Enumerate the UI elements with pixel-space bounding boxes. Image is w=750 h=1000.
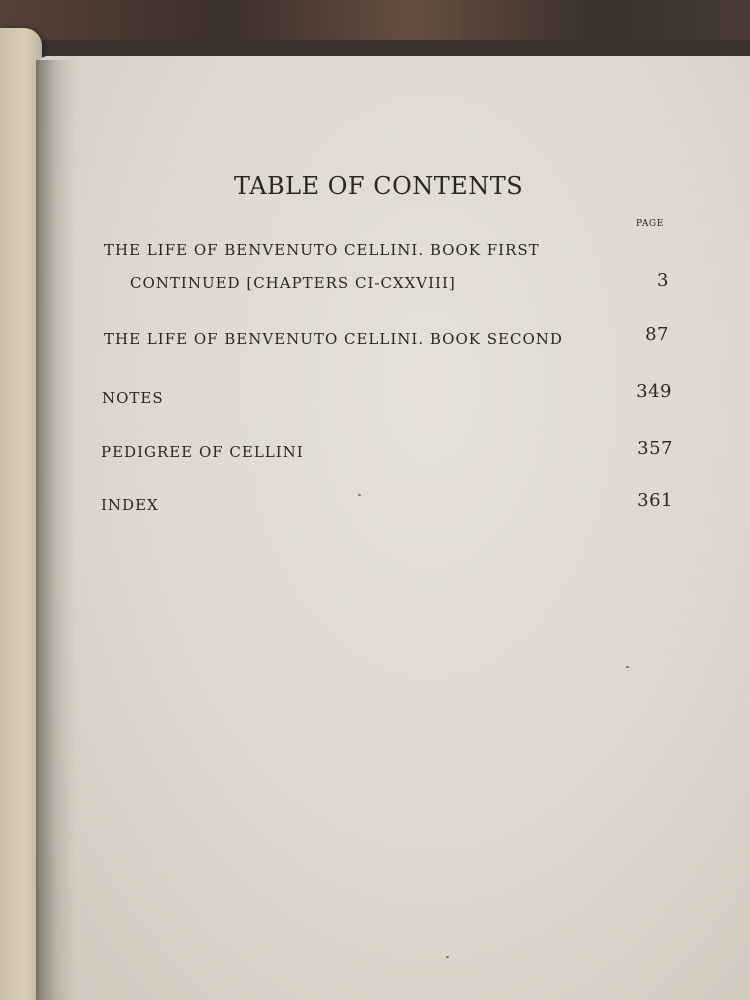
toc-entry-1-page: 3 <box>657 270 669 291</box>
toc-entry-2-page: 87 <box>645 324 669 345</box>
paper-speck <box>446 956 449 958</box>
toc-entry-4-page: 357 <box>637 438 673 459</box>
book-page <box>38 56 750 1000</box>
toc-entry-5-line-1: INDEX <box>101 496 159 514</box>
paper-speck <box>626 666 629 668</box>
table-surface <box>0 0 750 40</box>
toc-entry-3-line-1: NOTES <box>102 389 164 407</box>
toc-title: TABLE OF CONTENTS <box>234 172 524 200</box>
toc-entry-1-line-2: CONTINUED [CHAPTERS CI-CXXVIII] <box>130 274 456 292</box>
toc-entry-2-line-1: THE LIFE OF BENVENUTO CELLINI. BOOK SECOND <box>104 330 563 348</box>
paper-speck <box>358 494 361 496</box>
toc-entry-4-line-1: PEDIGREE OF CELLINI <box>101 443 304 461</box>
gutter-shadow <box>36 60 76 1000</box>
toc-entry-5-page: 361 <box>637 490 673 511</box>
toc-entry-3-page: 349 <box>636 381 672 402</box>
page-column-label: PAGE <box>636 219 664 229</box>
toc-entry-1-line-1: THE LIFE OF BENVENUTO CELLINI. BOOK FIRST <box>104 241 540 259</box>
table-of-contents <box>38 56 750 1000</box>
